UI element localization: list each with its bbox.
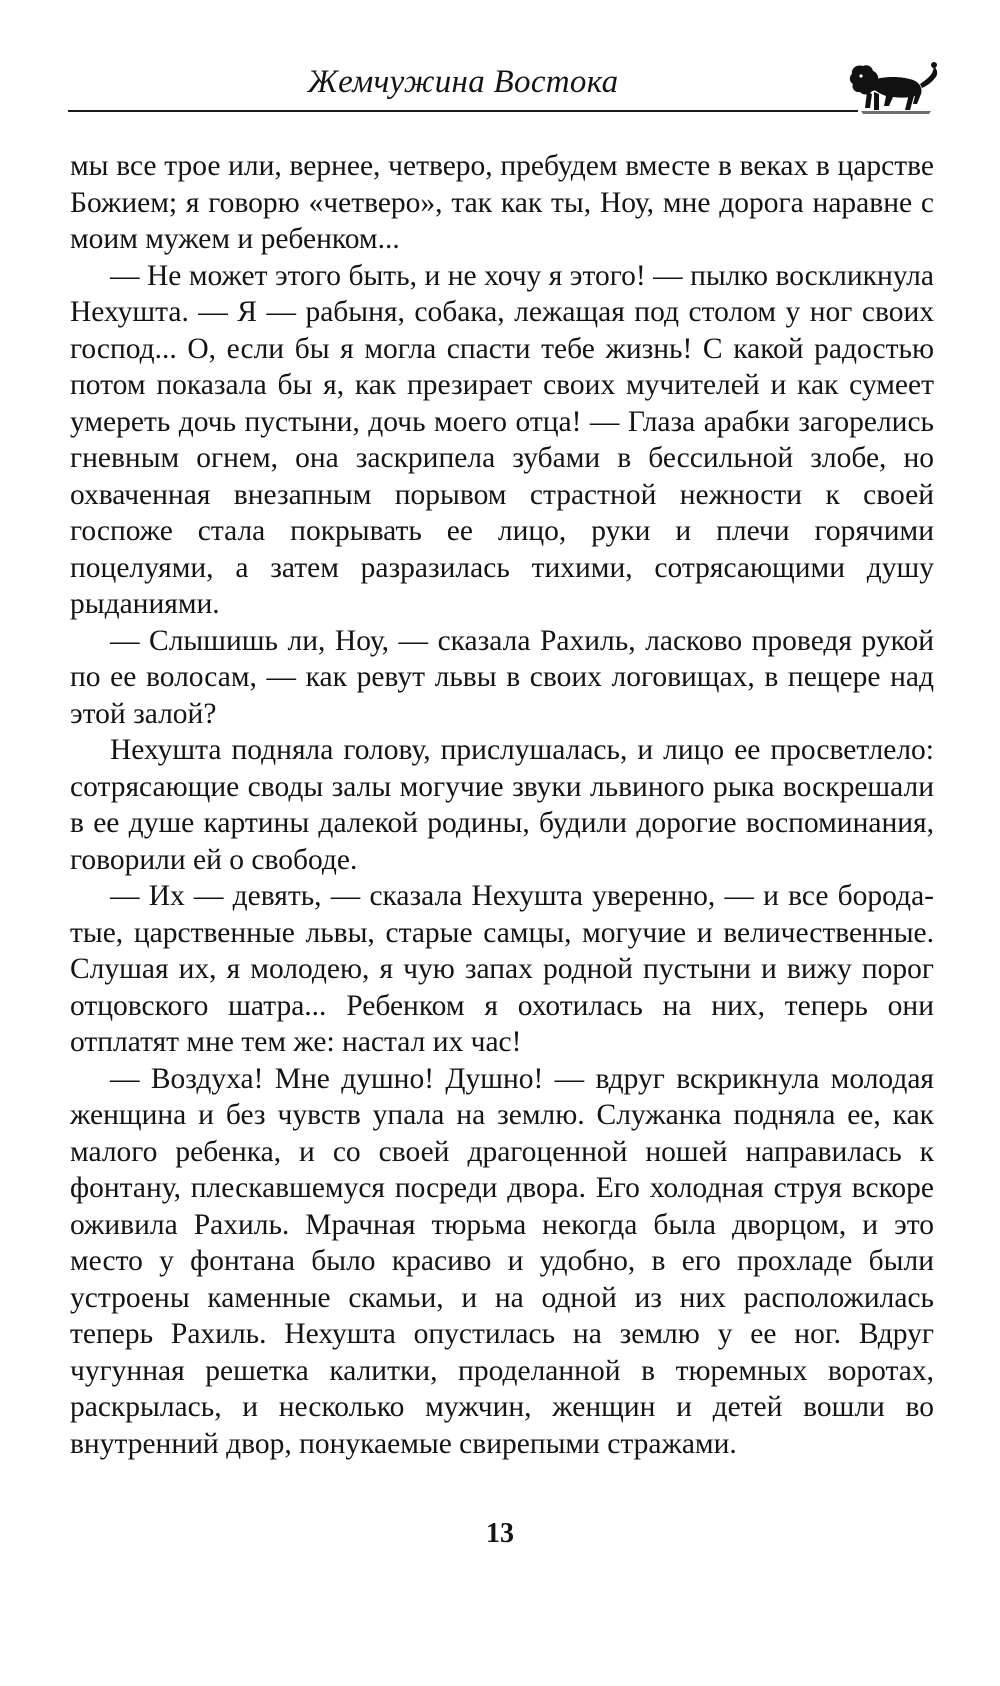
- header-rule: [68, 110, 858, 112]
- paragraph: мы все трое или, вернее, четверо, пребудем вместе в веках в царстве Божием; я говорю «четверо», так как ты, Ноу, мне дорога наравне с моим мужем и ребенком...: [70, 150, 934, 255]
- paragraph: Нехушта подняла голову, прислушалась, и лицо ее просветлело: сотрясающие своды залы могучие звуки львиного рыка воскрешали в ее душе картины далекой родины, будили дорогие воспоминания, говорили ей о свободе.: [70, 734, 934, 876]
- running-title: Жемчужина Востока: [307, 64, 619, 100]
- body-text: [70, 148, 934, 1462]
- paragraph: — Слышишь ли, Ноу, — сказала Рахиль, ласково проведя рукой по ее волосам, — как ревут львы в своих логовищах, в пещере над этой залой?: [70, 624, 934, 730]
- lion-icon: [843, 58, 943, 118]
- paragraph: — Их — девять, — сказала Нехушта уверенно, — и все бородатые, царственные львы, старые самцы, могучие и величественные. Слушая их, я молодею, я чую запах родной пустыни и вижу порог отцовского шатра... Ребенком я охотилась на них, теперь они отплатят мне тем же: настал их час!: [70, 880, 934, 1058]
- paragraph: — Не может этого быть, и не хочу я этого! — пылко воскликнула Нехушта. — Я — рабыня, собака, лежащая под столом у ног своих господ... О, если бы я могла спасти тебе жизнь! С какой радостью потом показала бы я, как презирает своих мучителей и как сумеет умереть дочь пустыни, дочь моего отца! — Глаза арабки загорелись гневным огнем, она заскрипела зубами в бессильной злобе, но охваченная внезапным порывом страстной нежности к своей госпоже стала покрывать ее лицо, руки и плечи горячими поцелуями, а затем разразилась тихими, сотрясающими душу рыданиями.: [70, 259, 934, 620]
- page-number: 13: [486, 1518, 514, 1549]
- running-header: [68, 58, 940, 118]
- paragraph: — Воздуха! Мне душно! Душно! — вдруг вскрикнула молодая женщина и без чувств упала на землю. Служанка подняла ее, как малого ребенка, и со своей драгоценной ношей направилась к фонтану, плескавшемуся посреди двора. Его холодная струя вскоре оживила Рахиль. Мрачная тюрьма некогда была дворцом, и это место у фонтана было красиво и удобно, в его прохладе были устроены каменные скамьи, и на одной из них расположилась теперь Рахиль. Нехушта опустилась на землю у ее ног. Вдруг чугунная решетка калитки, проделанной в тюремных воротах, раскрылась, и несколько мужчин, женщин и детей вошли во внутренний двор, понукаемые свирепыми стражами.: [70, 1062, 934, 1460]
